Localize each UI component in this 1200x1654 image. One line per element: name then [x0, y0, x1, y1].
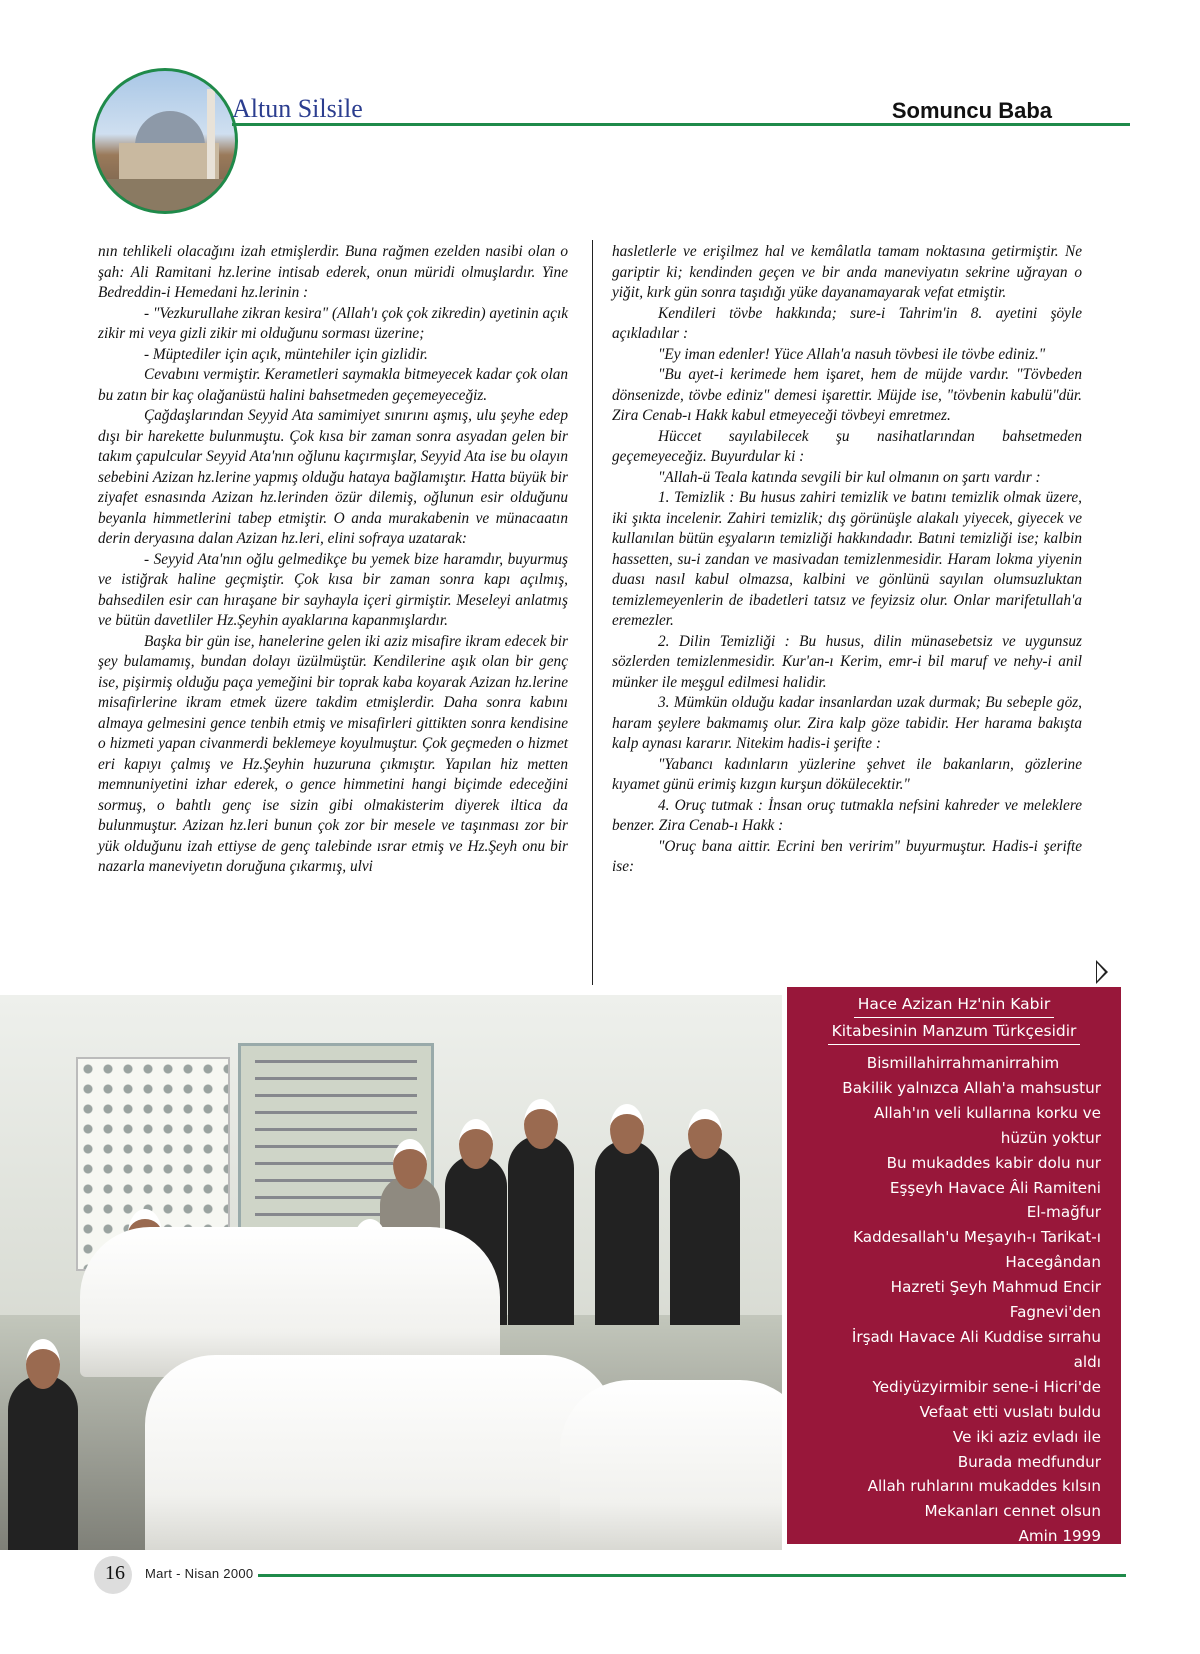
- inscription-line: Bakilik yalnızca Allah'a mahsustur: [842, 1078, 1101, 1097]
- photo-person: [595, 1140, 659, 1325]
- inscription-line: Vefaat etti vuslatı buldu: [919, 1402, 1101, 1421]
- paragraph: - Müptediler için açık, müntehiler için gizlidir.: [144, 345, 428, 363]
- paragraph: Cevabını vermiştir. Kerametleri saymakla bitmeyecek kadar çok olan bu zatın bir kaç olağanüstü halini bahsetmeden geçemeyeceğiz.: [98, 366, 568, 404]
- inscription-line: hüzün yoktur: [1000, 1128, 1101, 1147]
- section-title: Altun Silsile: [232, 94, 363, 123]
- photo-person: [508, 1135, 574, 1325]
- column-divider: [592, 240, 593, 985]
- header-photo-emblem: [92, 68, 238, 214]
- paragraph: Hüccet sayılabilecek şu nasihatlarından bahsetmeden geçemeyeceğiz. Buyurdular ki :: [612, 427, 1082, 465]
- inscription-sidebar: [787, 987, 1121, 1544]
- paragraph: Çağdaşlarından Seyyid Ata samimiyet sınırını aşmış, ulu şeyhe edep dışı bir harekette bulunmuştu. Çok kısa bir zaman sonra asyadan gelen bir takım çapulcular Seyyid Ata'nın oğlunu kaçırmışlar, Seyyid Ata ise bu olayın sebebini Azizan hz.lerine yapmış olduğu hataya bağlamıştır. Hatta büyük bir ziyafet esnasında Azizan hz.lerinden özür dilemiş, oğlunun esir olduğunu beyanla himmetlerini tabep etmiştir. O anda murakabenin ve münacaatın derin deryasına dalan Azizan hz.leri, elini sofraya uzatarak:: [98, 407, 568, 547]
- sidebar-body: [787, 1045, 1121, 1549]
- photo-tomb: [145, 1355, 615, 1550]
- paragraph: 1. Temizlik : Bu husus zahiri temizlik ve batını temizlik olmak üzere, iki şıkta incelenir. Zahiri temizlik; dış görünüşle alakalı yiyecek, giyecek ve kullanılan bütün eşyaların temizliği hakkındadır. Batıni temizliği ise; kalbin hassetten, su-i zandan ve masivadan temizlenmesidir. Haram lokma yiyenin duası nasıl kabul olmazsa, kalbini ve gönlünü sayılan olumsuzluktan temizlemeyenlerin de ibadetleri tatsız ve feyizsiz olur. Onlar marifetullah'a eremezler.: [612, 489, 1082, 629]
- paragraph: 4. Oruç tutmak : İnsan oruç tutmakla nefsini kahreder ve meleklere benzer. Zira Cenab-ı Hakk :: [612, 796, 1082, 834]
- photo-tomb: [560, 1380, 782, 1550]
- photo-person: [670, 1145, 740, 1325]
- paragraph: "Ey iman edenler! Yüce Allah'a nasuh tövbesi ile tövbe ediniz.": [658, 345, 1046, 363]
- paragraph: "Bu ayet-i kerimede hem işaret, hem de müjde vardır. "Tövbeden dönsenizde, tövbe ediniz" demesi işarettir. Müjde ise, "tövbenin kabulü"dür. Zira Cenab-ı Hakk kabul etmeyeceği tövbeyi emretmez.: [612, 366, 1082, 424]
- photo-person: [8, 1375, 78, 1550]
- tomb-photo: [0, 995, 782, 1550]
- sidebar-title-line: Hace Azizan Hz'nin Kabir: [854, 991, 1054, 1018]
- inscription-line: El-mağfur: [1026, 1203, 1101, 1222]
- emblem-dome: [135, 111, 205, 147]
- paragraph: Kendileri tövbe hakkında; sure-i Tahrim'in 8. ayetini şöyle açıkladılar :: [612, 304, 1082, 342]
- inscription-line: Allah ruhlarını mukaddes kılsın: [867, 1477, 1101, 1496]
- inscription-line: Fagnevi'den: [1009, 1303, 1101, 1322]
- inscription-line: Yediyüzyirmibir sene-i Hicri'de: [872, 1377, 1101, 1396]
- paragraph: 2. Dilin Temizliği : Bu husus, dilin münasebetsiz ve uygunsuz sözlerden temizlenmesidir. Kur'an-ı Kerim, emr-i bil maruf ve nehy-i anil münker ile meşgul edilmesi halidir.: [612, 632, 1082, 691]
- inscription-line: Eşşeyh Havace Âli Ramiteni: [889, 1178, 1101, 1197]
- paragraph: - Seyyid Ata'nın oğlu gelmedikçe bu yemek bize haramdır, buyurmuş ve istiğrak haline geçmiştir. Çok kısa bir zaman sonra kapı açılmış, bahsedilen esir can hıraşane bir sayhayla içeri girmiştir. Meseleyi anlatmış ve bütün davetliler Hz.Şeyhin ayaklarına kapanmışlardır.: [98, 550, 568, 629]
- inscription-line: Burada medfundur: [957, 1452, 1101, 1471]
- paragraph: nın tehlikeli olacağını izah etmişlerdir. Buna rağmen ezelden nasibi olan o şah: Ali Ramitani hz.lerine intisab ederek, onun müridi olmuşlardır. Yine Bedreddin-i Hemedani hz.lerinin :: [98, 243, 568, 301]
- inscription-line: Amin 1999: [1018, 1527, 1101, 1546]
- continue-arrow-icon: [1096, 960, 1108, 984]
- left-column: [98, 242, 568, 878]
- inscription-line: Bismillahirrahmanirrahim: [866, 1054, 1060, 1072]
- header-rule: [232, 123, 1130, 126]
- paragraph: Başka bir gün ise, hanelerine gelen iki aziz misafire ikram edecek bir şey bulamamış, bundan dolayı üzülmüştür. Kendilerine aşık olan bir genç ise, pişirmiş olduğu paça yemeğini bir toprak kaba koyarak Azizan hz.lerine misafirlerine ikram etmek üzere takdim etmişlerdir. Daha sonra kabını almaya gelmesini gence tenbih etmiş ve misafirleri gittikten sonra kendisine o hizmeti yapan civanmerdi beklemeye koyulmuştur. Çok geçmeden o hizmet eri kapıyı çalmış ve Hz.Şeyhin huzuruna çıkmıştır. Yapılan hiz metten memnuniyetini izhar ederek, o gence himmetini hangi biçimde edeceğini sormuş, o bahtlı genç ise sizin gibi olmakisterim diyerek iltica da bulunmuştur. Azizan hz.leri bunun çok zor bir mesele ve taşınması zor bir yük olduğunu izah ettiyse de genç talebinde ısrar etmiş ve Hz.Şeyh onu bir nazarla maneviyetın doruğuna çıkarmış, ulvi: [98, 632, 568, 875]
- inscription-line: Bu mukaddes kabir dolu nur: [886, 1153, 1101, 1172]
- emblem-minaret: [207, 89, 215, 179]
- paragraph: "Oruç bana aittir. Ecrini ben veririm" buyurmuştur. Hadis-i şerifte ise:: [612, 837, 1082, 875]
- inscription-line: aldı: [1073, 1352, 1101, 1371]
- emblem-ground: [95, 179, 235, 214]
- magazine-name: Somuncu Baba: [891, 98, 1052, 123]
- emblem-building: [119, 143, 219, 183]
- paragraph: - "Vezkurullahe zikran kesira" (Allah'ı çok çok zikredin) ayetinin açık zikir mi veya gizli zikir mi olduğunu sorması üzerine;: [98, 304, 568, 342]
- paragraph: hasletlerle ve erişilmez hal ve kemâlatla tamam noktasına getirmiştir. Ne gariptir ki; kendinden geçen ve bir anda maneviyatın sekrine uğrayan o yiğit, kırk gün sonra taşıdığı yüke dayanamayarak vefat etmiştir.: [612, 243, 1082, 301]
- right-column: [612, 242, 1082, 878]
- page-number: 16: [105, 1562, 125, 1584]
- inscription-line: Kaddesallah'u Meşayıh-ı Tarikat-ı: [853, 1228, 1101, 1247]
- footer-rule: [258, 1574, 1126, 1577]
- inscription-line: Mekanları cennet olsun: [924, 1502, 1101, 1521]
- inscription-line: Allah'ın veli kullarına korku ve: [873, 1103, 1101, 1122]
- issue-date: Mart - Nisan 2000: [145, 1566, 254, 1581]
- paragraph: 3. Mümkün olduğu kadar insanlardan uzak durmak; Bu sebeple göz, haram şeylere bakmamış olur. Zira kalp göze tabidir. Her harama bakışta kalp aynası kararır. Nitekim hadis-i şerifte :: [612, 694, 1082, 752]
- paragraph: "Allah-ü Teala katında sevgili bir kul olmanın on şartı vardır :: [658, 468, 1041, 486]
- paragraph: "Yabancı kadınların yüzlerine şehvet ile bakanların, gözlerine kıyamet günü erimiş kızgın kurşun dökülecektir.": [612, 755, 1082, 793]
- sidebar-title-line: Kitabesinin Manzum Türkçesidir: [828, 1018, 1081, 1045]
- sidebar-title: [787, 991, 1121, 1045]
- inscription-line: Ve iki aziz evladı ile: [952, 1427, 1101, 1446]
- inscription-line: İrşadı Havace Ali Kuddise sırrahu: [851, 1327, 1101, 1346]
- inscription-line: Hazreti Şeyh Mahmud Encir: [890, 1278, 1101, 1297]
- inscription-line: Hacegândan: [1005, 1253, 1101, 1272]
